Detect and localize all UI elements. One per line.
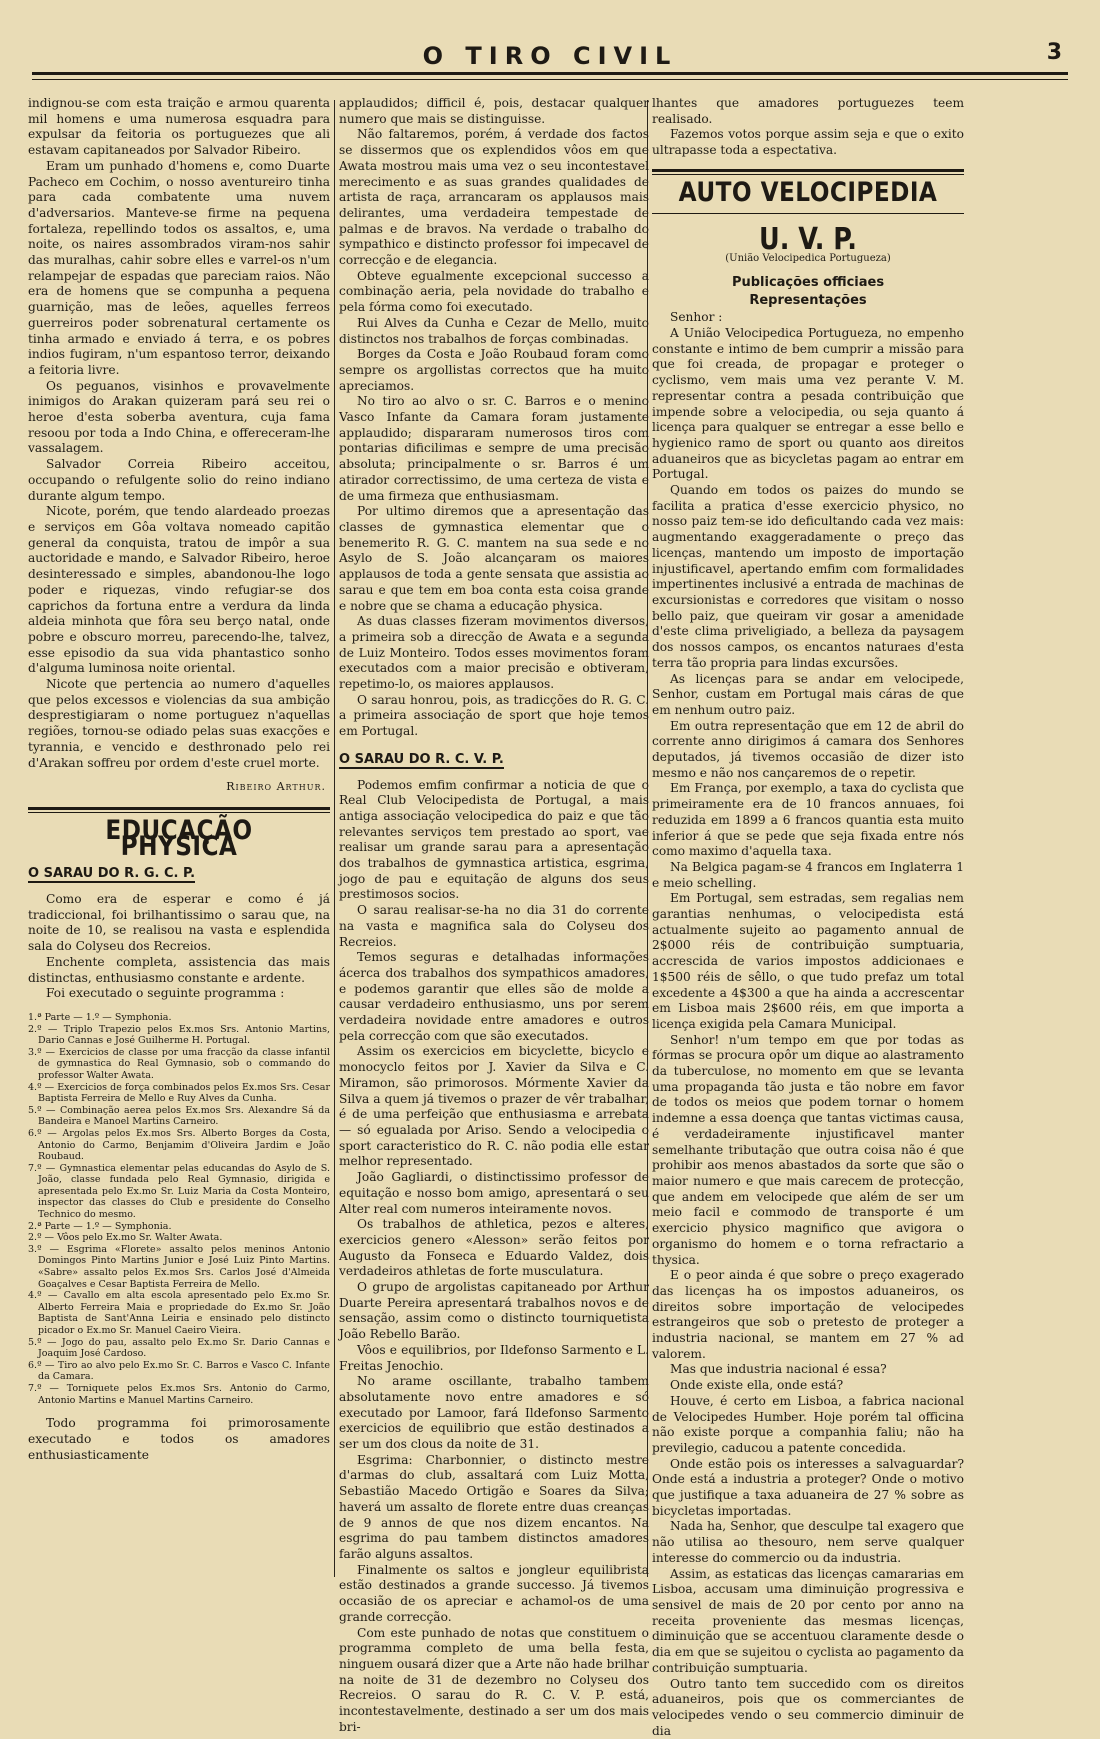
section-rule-thin [652,174,964,175]
publications-heading: Publicações officiaes [652,275,964,291]
union-heading: U. V. P. [675,232,940,248]
programme-item: 1.ª Parte — 1.º — Symphonia. [28,1012,330,1024]
section-rule-thin [28,812,330,813]
newspaper-title: O TIRO CIVIL [32,42,1068,70]
programme-item: 3.º — Esgrima «Florete» assalto pelos meninos Antonio Domingos Pinto Martins Junior e José Luiz Pinto Martins. «Sabre» assalto pelos Ex.mos Srs. Carlos José d'Almeida Goaçalves e Cesar Baptista Ferreira de Mello. [28,1244,330,1290]
representations-heading: Representações [652,293,964,309]
paragraph: Com este punhado de notas que constituem o programma completo de uma bella festa, ninguem ousará dizer que a Arte não hade brilhar na noite de 31 de dezembro no Colyseu dos Recreios. O sarau do R. C. V. P. está, incontestavelmente, destinado a ser um dos mais bri- [339,1626,649,1736]
programme-item: 5.º — Combinação aerea pelos Ex.mos Srs. Alexandre Sá da Bandeira e Manoel Martins Carneiro. [28,1105,330,1128]
article-subtitle [28,866,330,882]
section-title: EDUCAÇÃO PHYSICA [49,823,309,854]
paragraph: Senhor! n'um tempo em que por todas as fórmas se procura opôr um dique ao alastramento da tuberculose, no momento em que se levanta uma propaganda tão justa e tão nobre em favor de todos os meios que podem tornar o homem indemne a essa doença que tantas victimas causa, é verdadeiramente injustificavel manter semelhante tributação que outra coisa não é que prohibir aos menos abastados da sorte que são o maior numero e que mais carecem de protecção, que andem em velocipede que além de ser um meio facil e commodo de transporte é um exercicio physico magnifico que avigora o organismo do homem e o torna refractario a thysica. [652,1033,964,1269]
paragraph: Esgrima: Charbonnier, o distincto mestre d'armas do club, assaltará com Luiz Motta, Sebastião Macedo Ortigão e Soares da Silva; haverá um assalto de florete entre duas creanças de 9 annos de que nos dizem encantos. Na esgrima do pau tambem distinctos amadores farão alguns assaltos. [339,1453,649,1563]
column-1 [28,96,330,1463]
paragraph: Eram um punhado d'homens e, como Duarte Pacheco em Cochim, o nosso aventureiro tinha para cada combatente uma nuvem d'adversarios. Manteve-se firme na pequena fortaleza, repellindo todos os assaltos, e, uma noite, os naires assombrados viram-nos sahir das muralhas, cahir sobre elles e varrel-os n'um relampejar de espadas que pareciam raios. Não era de homens que se compunha a pequena guarnição, mas de leões, aquelles ferreos guerreiros poder sobrenatural certamente os tinha armado e enviado á terra, e os pobres indios fugiram, n'um espantoso terror, deixando a feitoria livre. [28,159,330,379]
programme-list [28,1012,330,1406]
paragraph: Nicote, porém, que tendo alardeado proezas e serviços em Gôa voltava nomeado capitão general da conquista, tratou de impôr a sua auctoridade e mando, e Salvador Ribeiro, heroe desinteressado e simples, abandonou-lhe logo poder e riquezas, vindo refugiar-se dos caprichos da fortuna entre a verdura da linda aldeia minhota que fôra seu berço natal, onde pobre e obscuro morreu, parecendo-lhe, talvez, esse episodio da sua vida phantastico sonho d'alguma luminosa noite oriental. [28,504,330,677]
column-3 [652,96,964,1739]
paragraph: Mas que industria nacional é essa? [652,1362,964,1378]
programme-item: 6.º — Argolas pelos Ex.mos Srs. Alberto Borges da Costa, Antonio do Carmo, Benjamim d'Oliveira Jardim e João Roubaud. [28,1128,330,1163]
paragraph: A União Velocipedica Portugueza, no empenho constante e intimo de bem cumprir a missão para que foi creada, de propagar e proteger o cyclismo, vem mais uma vez perante V. M. representar contra a pesada contribuição que impende sobre a velocipedia, ou seja quanto á licença para qualquer se entregar a esse bello e hygienico ramo de sport ou quanto aos direitos aduaneiros que as bicycletas pagam ao entrar em Portugal. [652,326,964,483]
paragraph: Quando em todos os paizes do mundo se facilita a pratica d'esse exercicio physico, no nosso paiz tem-se ido deficultando cada vez mais: augmentando exaggeradamente o preço das licenças, mantendo um imposto de importação injustificavel, apertando emfim com formalidades impertinentes inclusivé a entrada de machinas de excursionistas e corredores que visitam o nosso bello paiz, que queiram vir gosar a amenidade d'este clima priveligiado, a belleza da paysagem dos nossos campos, os encantos naturaes d'esta terra tão propria para lindas excursões. [652,483,964,671]
paragraph: Senhor : [652,310,964,326]
page-number: 3 [1047,40,1062,65]
paragraph: Houve, é certo em Lisboa, a fabrica nacional de Velocipedes Humber. Hoje porém tal officina não existe porque a companhia faliu; não ha previlegio, caducou a patente concedida. [652,1394,964,1457]
paragraph: Por ultimo diremos que a apresentação das classes de gymnastica elementar que o benemerito R. G. C. mantem na sua sede e no Asylo de S. João alcançaram os maiores applausos de toda a gente sensata que assistia ao sarau e que tem em boa conta esta coisa grande e nobre que se chama a educação physica. [339,504,649,614]
programme-item: 2.º — Triplo Trapezio pelos Ex.mos Srs. Antonio Martins, Dario Cannas e José Guilherme H. Portugal. [28,1024,330,1047]
programme-item: 4.º — Exercicios de força combinados pelos Ex.mos Srs. Cesar Baptista Ferreira de Mello e Ruy Alves da Cunha. [28,1082,330,1105]
column-2 [339,96,649,1735]
paragraph: Vôos e equilibrios, por Ildefonso Sarmento e L. Freitas Jenochio. [339,1343,649,1374]
section-rule [28,807,330,810]
paragraph: O sarau realisar-se-ha no dia 31 do corrente na vasta e magnifica sala do Colyseu dos Recreios. [339,903,649,950]
paragraph: João Gagliardi, o distinctissimo professor de equitação e nosso bom amigo, apresentará o seu Alter real com numeros inteiramente novos. [339,1170,649,1217]
paragraph: Obteve egualmente excepcional successo a combinação aeria, pela novidade do trabalho e pela fórma como foi executado. [339,269,649,316]
union-subheading: (União Velocipedica Portugueza) [652,251,964,267]
paragraph: Assim, as estaticas das licenças camararias em Lisboa, accusam uma diminuição progressiva e sensivel de mais de 20 por cento por anno na receita proveniente das mesmas licenças, diminuição que se accentuou claramente desde o dia em que se sujeitou o cyclista ao pagamento da contribuição sumptuaria. [652,1567,964,1677]
section-rule [652,169,964,172]
programme-item: 5.º — Jogo do pau, assalto pelo Ex.mo Sr. Dario Cannas e Joaquim José Cardoso. [28,1337,330,1360]
masthead [32,30,1068,90]
paragraph: Nada ha, Senhor, que desculpe tal exagero que não utilisa ao thesouro, nem serve qualquer interesse do commercio ou da industria. [652,1519,964,1566]
paragraph: applaudidos; difficil é, pois, destacar qualquer numero que mais se distinguisse. [339,96,649,127]
article-subtitle [339,752,649,768]
paragraph: Fazemos votos porque assim seja e que o exito ultrapasse toda a espectativa. [652,127,964,158]
paragraph: Na Belgica pagam-se 4 francos em Inglaterra 1 e meio schelling. [652,860,964,891]
section-title: AUTO VELOCIPEDIA [674,185,942,201]
programme-item: 4.º — Cavallo em alta escola apresentado pelo Ex.mo Sr. Alberto Ferreira Maia e propriedade do Ex.mo Sr. João Baptista de Sant'Anna Leiria e ensinado pelo distincto picador o Ex.mo Sr. Manuel Caeiro Vieira. [28,1290,330,1336]
masthead-rule-thin [32,79,1068,80]
paragraph: Podemos emfim confirmar a noticia de que o Real Club Velocipedista de Portugal, a mais antiga associação velocipedica do paiz e que tão relevantes serviços tem prestado ao sport, vae realisar um grande sarau para a apresentação dos trabalhos de gymnastica artistica, esgrima, jogo de pau e equitação de alguns dos seus prestimosos socios. [339,778,649,904]
column-divider [334,100,335,1577]
paragraph: Onde existe ella, onde está? [652,1378,964,1394]
paragraph: As licenças para se andar em velocipede, Senhor, custam em Portugal mais cáras de que em nenhum outro paiz. [652,672,964,719]
paragraph: Assim os exercicios em bicyclette, bicyclo e monocyclo feitos por J. Xavier da Silva e C. Miramon, são primorosos. Mórmente Xavier da Silva a quem já tivemos o prazer de vêr trabalhar, é de uma perfeição que enthusiasma e arrebata — só egualada por Ariso. Sendo a velocipedia o sport caracteristico do R. C. não podia elle estar melhor representado. [339,1044,649,1170]
programme-item: 7.º — Torniquete pelos Ex.mos Srs. Antonio do Carmo, Antonio Martins e Manuel Martins Carneiro. [28,1383,330,1406]
programme-item: 3.º — Exercicios de classe por uma fracção da classe infantil de gymnastica do Real Gymnasio, sob o commando do professor Walter Awata. [28,1047,330,1082]
paragraph: Onde estão pois os interesses a salvaguardar? Onde está a industria a proteger? Onde o motivo que justifique a taxa aduaneira de 27 % sobre as bicycletas importadas. [652,1457,964,1520]
section-rule-thin [652,213,964,214]
programme-item: 7.º — Gymnastica elementar pelas educandas do Asylo de S. João, classe fundada pelo Real Gymnasio, dirigida e apresentada pelo Ex.mo Sr. Luiz Maria da Costa Monteiro, inspector das classes do Club e presidente do Conselho Technico do mesmo. [28,1163,330,1221]
paragraph: As duas classes fizeram movimentos diversos, a primeira sob a direcção de Awata e a segunda de Luiz Monteiro. Todos esses movimentos foram executados com a maior precisão e obtiveram, repetimo-lo, os maiores applausos. [339,614,649,693]
paragraph: Outro tanto tem succedido com os direitos aduaneiros, pois que os commerciantes de velocipedes vendo o seu commercio diminuir de dia [652,1677,964,1739]
paragraph: E o peor ainda é que sobre o preço exagerado das licenças ha os impostos aduaneiros, os direitos sobre importação de velocipedes estrangeiros que sob o pretesto de proteger a industria nacional, se mantem em 27 % ad valorem. [652,1268,964,1362]
paragraph: Em França, por exemplo, a taxa do cyclista que primeiramente era de 10 francos annuaes, foi reduzida em 1899 a 6 francos quantia esta muito inferior á que se pede que seja fixada entre nós como maximo d'aquella taxa. [652,781,964,860]
paragraph: No arame oscillante, trabalho tambem absolutamente novo entre amadores e só executado por Lamoor, fará Ildefonso Sarmento exercicios de equilibrio que estão destinados a ser um dos clous da noite de 31. [339,1374,649,1453]
article-subtitle-text: O SARAU DO R. G. C. P. [28,866,195,883]
author-signature: Ribeiro Arthur. [28,779,326,795]
paragraph: indignou-se com esta traição e armou quarenta mil homens e uma numerosa esquadra para expulsar da feitoria os portuguezes que ali estavam capitaneados por Salvador Ribeiro. [28,96,330,159]
paragraph: Os trabalhos de athletica, pezos e alteres, exercicios genero «Alesson» serão feitos por Augusto da Fonseca e Eduardo Valdez, dois verdadeiros athletas de forte musculatura. [339,1217,649,1280]
programme-item: 6.º — Tiro ao alvo pelo Ex.mo Sr. C. Barros e Vasco C. Infante da Camara. [28,1360,330,1383]
paragraph: Não faltaremos, porém, á verdade dos factos se dissermos que os explendidos vôos em que Awata mostrou mais uma vez o seu incontestavel merecimento e as suas grandes qualidades de artista de raça, arrancaram os applausos mais delirantes, uma verdadeira tempestade de palmas e de bravos. Na verdade o trabalho do sympathico e distincto professor foi impecavel de correcção e de elegancia. [339,127,649,268]
masthead-rule [32,72,1068,75]
paragraph: Todo programma foi primorosamente executado e todos os amadores enthusiasticamente [28,1416,330,1463]
paragraph: Como era de esperar e como é já tradiccional, foi brilhantissimo o sarau que, na noite de 10, se realisou na vasta e esplendida sala do Colyseu dos Recreios. [28,892,330,955]
paragraph: Enchente completa, assistencia das mais distinctas, enthusiasmo constante e ardente. [28,955,330,986]
programme-item: 2.º — Vôos pelo Ex.mo Sr. Walter Awata. [28,1232,330,1244]
paragraph: O grupo de argolistas capitaneado por Arthur Duarte Pereira apresentará trabalhos novos e de sensação, assim como o distincto tourniquetista João Rebello Barão. [339,1280,649,1343]
paragraph: lhantes que amadores portuguezes teem realisado. [652,96,964,127]
paragraph: Rui Alves da Cunha e Cezar de Mello, muito distinctos nos trabalhos de forças combinadas. [339,316,649,347]
paragraph: Salvador Correia Ribeiro acceitou, occupando o refulgente solio do reino indiano durante algum tempo. [28,457,330,504]
paragraph: O sarau honrou, pois, as tradicções do R. G. C. a primeira associação de sport que hoje temos em Portugal. [339,693,649,740]
paragraph: Foi executado o seguinte programma : [28,986,330,1002]
paragraph: Borges da Costa e João Roubaud foram como sempre os argollistas correctos que ha muito apreciamos. [339,347,649,394]
paragraph: Em Portugal, sem estradas, sem regalias nem garantias nenhumas, o velocipedista está actualmente sujeito ao pagamento annual de 2$000 réis de contribuição sumptuaria, accrescida de varios impostos addicionaes e 1$500 réis de sêllo, o que tudo prefaz um total excedente a 4$300 a que ha ainda a accrescentar em Lisboa mais 2$600 réis, em que importa a licença exigida pela Camara Municipal. [652,891,964,1032]
paragraph: Nicote que pertencia ao numero d'aquelles que pelos excessos e violencias da sua ambição desprestigiaram o nome portuguez n'aquellas regiões, tornou-se odiado pelas suas exacções e tyrannia, e vencido e desthronado pelo rei d'Arakan soffreu por ordem d'este cruel morte. [28,677,330,771]
paragraph: No tiro ao alvo o sr. C. Barros e o menino Vasco Infante da Camara foram justamente applaudido; dispararam numerosos tiros com pontarias dificilimas e sempre de uma precisão absoluta; principalmente o sr. Barros é um atirador correctissimo, de uma certeza de vista e de uma firmeza que enthusiasmam. [339,394,649,504]
paragraph: Em outra representação que em 12 de abril do corrente anno dirigimos á camara dos Senhores deputados, já tivemos occasião de dizer isto mesmo e não nos cançaremos de o repetir. [652,719,964,782]
paragraph: Finalmente os saltos e jongleur equilibrista estão destinados a grande successo. Já tivemos occasião de os apreciar e achamol-os de uma grande correcção. [339,1563,649,1626]
programme-item: 2.ª Parte — 1.º — Symphonia. [28,1221,330,1233]
paragraph: Os peguanos, visinhos e provavelmente inimigos do Arakan quizeram pará seu rei o heroe d'esta soberba aventura, cuja fama resoou por toda a Indo China, e offereceram-lhe vassalagem. [28,379,330,458]
paragraph: Temos seguras e detalhadas informações ácerca dos trabalhos dos sympathicos amadores, e podemos garantir que elles são de molde a causar verdadeiro enthusiasmo, uns por serem verdadeira novidade entre amadores e outros pela correcção com que são executados. [339,950,649,1044]
article-subtitle-text: O SARAU DO R. C. V. P. [339,752,504,769]
